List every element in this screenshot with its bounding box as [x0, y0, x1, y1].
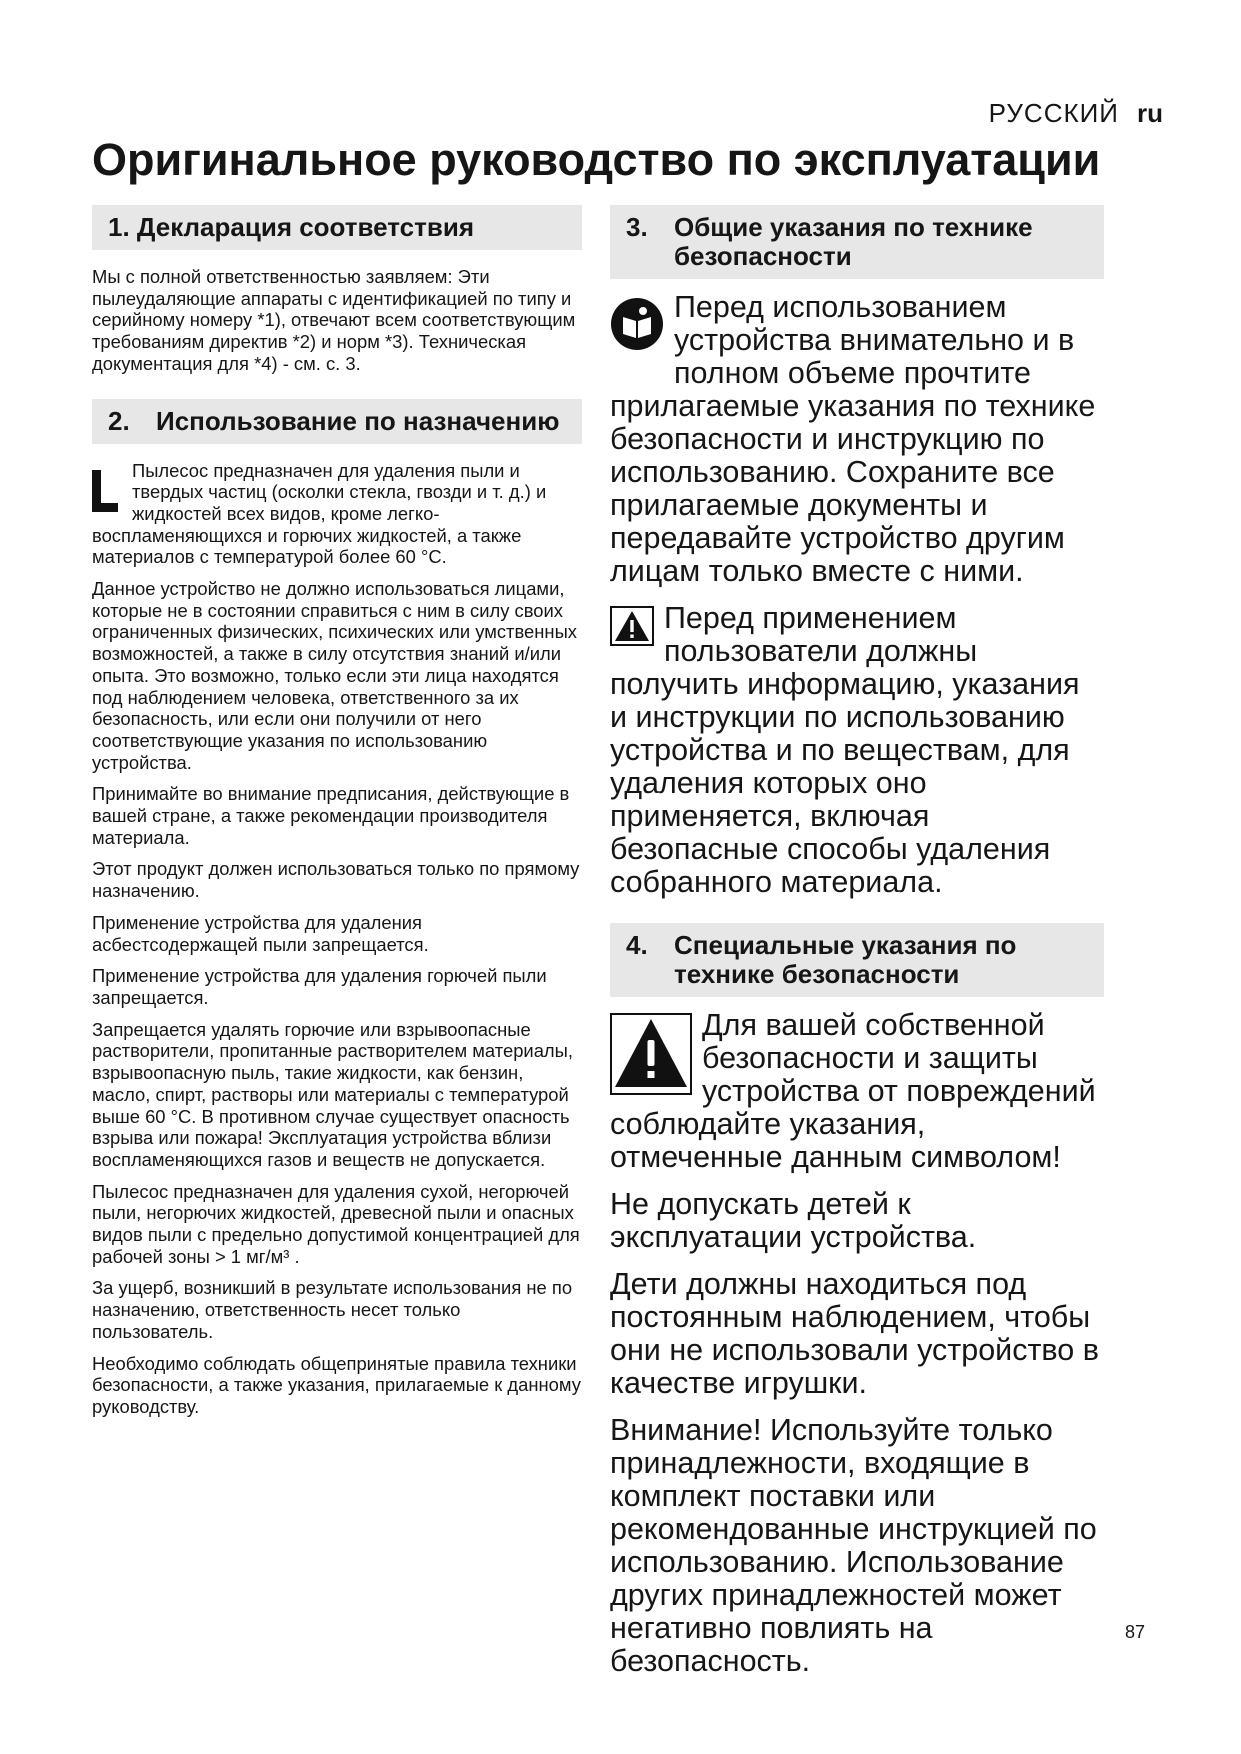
section-4-paragraph: Для вашей собственной безопасности и защиты устройства от повреждений соблюдайте указания, отмеченные данным символом! — [610, 1008, 1096, 1174]
language-header — [989, 98, 1163, 129]
section-2-paragraph: Применение устройства для удаления горючей пыли запрещается. — [92, 965, 547, 1008]
read-manual-icon — [610, 297, 664, 356]
section-4-paragraph: Дети должны находиться под постоянным наблюдением, чтобы они не использовали устройство в качестве игрушки. — [610, 1267, 1099, 1400]
language-label: РУССКИЙ — [988, 98, 1119, 128]
warning-icon — [610, 606, 654, 651]
section-2-number: 2. — [108, 405, 130, 436]
section-2-paragraph: Пылесос предназначен для удаления сухой, негорючей пыли, негорючих жидкостей, древесной пыли и опасных видов пыли с предельно допустимой концентрацией для рабочей зоны > 1 мг/м³ . — [92, 1180, 580, 1267]
section-1-heading-text: 1. Декларация соответствия — [108, 212, 475, 242]
section-3-paragraph: Перед применением пользователи должны получить информацию, указания и инструкции по использованию устройства и по веществам, для удаления которых оно применяется, включая безопасные способы удаления собранного материала. — [610, 601, 1080, 899]
section-3-heading-text: Общие указания по технике безопасности — [674, 212, 1033, 271]
section-2-paragraph: Запрещается удалять горючие или взрывоопасные растворители, пропитанные растворителем материалы, взрывоопасную пыль, такие жидкости, как бензин, масло, спирт, растворы или материалы с температурой выше 60 °С. В противном случае существует опасность взрыва или пожара! Эксплуатация устройства вблизи воспламеняющихся газов и веществ не допускается. — [92, 1018, 573, 1170]
section-2-heading-text: Использование по назначению — [156, 405, 560, 436]
page-number: 87 — [1125, 1622, 1146, 1642]
section-3-heading — [610, 205, 1104, 279]
section-3-paragraph: Перед использованием устройства внимательно и в полном объеме прочтите прилагаемые указания по технике безопасности и инструкцию по использованию. Сохраните все прилагаемые документы и передавайте устройство другим лицам только вместе с ними. — [610, 290, 1096, 588]
section-2-paragraph: Необходимо соблюдать общепринятые правила техники безопасности, а также указания, прилагаемые к данному руководству. — [92, 1352, 581, 1417]
section-4-paragraph: Не допускать детей к эксплуатации устройства. — [610, 1187, 977, 1254]
section-4-number: 4. — [626, 930, 648, 960]
section-1-heading — [92, 205, 582, 250]
l-marker-icon — [92, 470, 118, 512]
right-column — [610, 205, 1104, 1692]
section-4-heading — [610, 923, 1104, 997]
section-2-paragraph: Пылесос предназначен для удаления пыли и твердых частиц (осколки стекла, гвозди и т. д.) и жидкостей всех видов, кроме легко-воспламеняющихся и горючих жидкостей, а также материалов с температурой более 60 °С. — [92, 459, 547, 568]
left-column — [92, 205, 582, 1428]
document-title: Оригинальное руководство по эксплуатации — [92, 134, 1101, 185]
section-4-paragraph: Внимание! Используйте только принадлежности, входящие в комплект поставки или рекомендованные инструкцией по использованию. Использование других принадлежностей может негативно повлиять на безопасность. — [610, 1413, 1097, 1678]
section-4-heading-text: Специальные указания по технике безопасности — [674, 930, 1017, 989]
section-1-paragraph: Мы с полной ответственностью заявляем: Эти пылеудаляющие аппараты с идентификацией по типу и серийному номеру *1), отвечают всем соответствующим требованиям директив *2) и норм *3). Техническая документация для *4) - см. с. 3. — [92, 266, 576, 374]
section-2-paragraph: Этот продукт должен использоваться только по прямому назначению. — [92, 858, 580, 902]
section-2-paragraph: Применение устройства для удаления асбестсодержащей пыли запрещается. — [92, 911, 429, 955]
section-2-paragraph: Принимайте во внимание предписания, действующие в вашей стране, а также рекомендации производителя материала. — [92, 783, 570, 848]
warning-icon-large — [610, 1013, 692, 1100]
language-code: ru — [1137, 98, 1163, 128]
section-2-paragraph: Данное устройство не должно использоваться лицами, которые не в состоянии справиться с ним в силу своих ограниченных физических, психических или умственных возможностей, а также в силу отсутствия знаний и/или опыта. Это возможно, только если эти лица находятся под наблюдением человека, ответственного за их безопасность, или если они получили от него соответствующие указания по использованию устройства. — [92, 578, 577, 773]
section-2-paragraph: За ущерб, возникший в результате использования не по назначению, ответственность несет только пользователь. — [92, 1277, 573, 1342]
section-3-number: 3. — [626, 212, 648, 242]
section-2-heading — [92, 399, 582, 444]
